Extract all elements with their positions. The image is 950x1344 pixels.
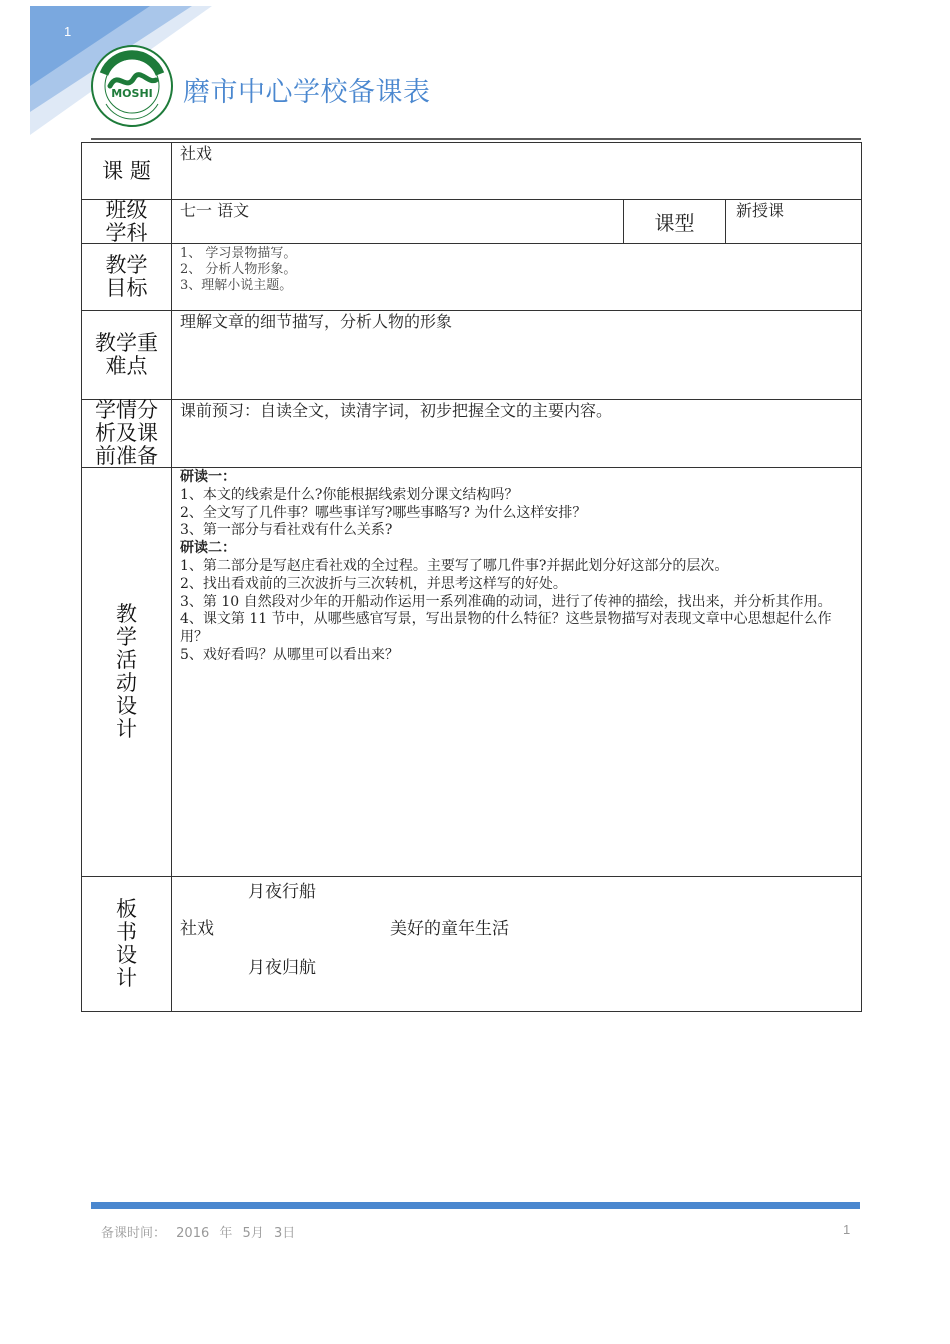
activity-item: 2、全文写了几件事？哪些事详写?哪些事略写? 为什么这样安排？: [180, 504, 587, 521]
topic-value: 社戏: [180, 144, 213, 163]
prep-day-unit: 日: [282, 1226, 296, 1241]
row-activities: [82, 467, 861, 876]
row-analysis: [82, 399, 861, 467]
activities-label: 教学活动设计: [82, 468, 172, 876]
objectives-list: [172, 244, 861, 310]
activity-heading: 研读二：: [180, 540, 236, 557]
activity-item: 4、课文第 11 节中，从哪些感官写景，写出景物的什么特征？这些景物描写对表现文章中心思想起什么作用？: [180, 611, 832, 646]
prep-time-label: 备课时间：: [101, 1226, 167, 1241]
board-line-bottom: 月夜归航: [248, 958, 316, 978]
activity-item: 2、找出看戏前的三次波折与三次转机，并思考这样写的好处。: [180, 575, 567, 592]
board-design-label: 板书设计: [82, 877, 172, 1011]
analysis-value: 课前预习：自读全文，读清字词，初步把握全文的主要内容。: [180, 401, 613, 420]
analysis-label: 学情分析及课前准备: [82, 400, 172, 467]
objectives-label: 教学目标: [82, 244, 172, 310]
activity-item: 1、第二部分是写赵庄看社戏的全过程。主要写了哪几件事?并据此划分好这部分的层次。: [180, 557, 729, 574]
activity-item: 3、第 10 自然段对少年的开船动作运用一系列准确的动词，进行了传神的描绘，找出来，并分析其作用。: [180, 593, 832, 610]
footer-prep-time: [101, 1222, 295, 1241]
row-class-subject: [82, 199, 861, 243]
lesson-type-label: 课型: [624, 200, 726, 243]
key-points-label: 教学重难点: [82, 311, 172, 399]
prep-year-unit: 年: [219, 1226, 233, 1241]
objective-item: 1、 学习景物描写。: [180, 246, 297, 261]
activity-heading: 研读一：: [180, 469, 236, 485]
key-points-value: 理解文章的细节描写，分析人物的形象: [180, 312, 453, 331]
lesson-type-value: 新授课: [736, 201, 785, 220]
row-key-points: [82, 310, 861, 399]
row-board-design: [82, 876, 861, 1011]
school-logo: [90, 44, 174, 128]
footer-page-number: 1: [843, 1222, 851, 1237]
lesson-plan-table: [81, 142, 862, 1012]
class-subject-label: 班级学科: [82, 200, 172, 243]
activity-item: 3、第一部分与看社戏有什么关系?: [180, 522, 393, 539]
board-left: 社戏: [180, 919, 214, 939]
prep-month-unit: 月: [250, 1226, 264, 1241]
board-design-content: [172, 877, 861, 1011]
prep-day: 3: [273, 1226, 283, 1241]
topic-label: 课 题: [82, 143, 172, 199]
objective-item: 3、理解小说主题。: [180, 278, 293, 293]
activity-item: 5、戏好看吗？从哪里可以看出来？: [180, 646, 399, 663]
board-right: 美好的童年生活: [390, 919, 509, 939]
row-topic: [82, 143, 861, 199]
board-line-top: 月夜行船: [248, 882, 316, 902]
footer-bar: [91, 1202, 860, 1209]
class-subject-value: 七一 语文: [172, 200, 624, 243]
activity-item: 1、本文的线索是什么?你能根据线索划分课文结构吗？: [180, 486, 519, 503]
header-page-number: 1: [64, 24, 72, 39]
row-objectives: [82, 243, 861, 310]
activities-content: [172, 468, 861, 876]
prep-year: 2016: [176, 1226, 210, 1241]
objective-item: 2、 分析人物形象。: [180, 262, 297, 277]
prep-month: 5: [242, 1226, 251, 1241]
school-title: 磨市中心学校备课表: [183, 77, 431, 108]
svg-text:MOSHI: MOSHI: [111, 87, 153, 100]
header-divider: [91, 138, 861, 140]
